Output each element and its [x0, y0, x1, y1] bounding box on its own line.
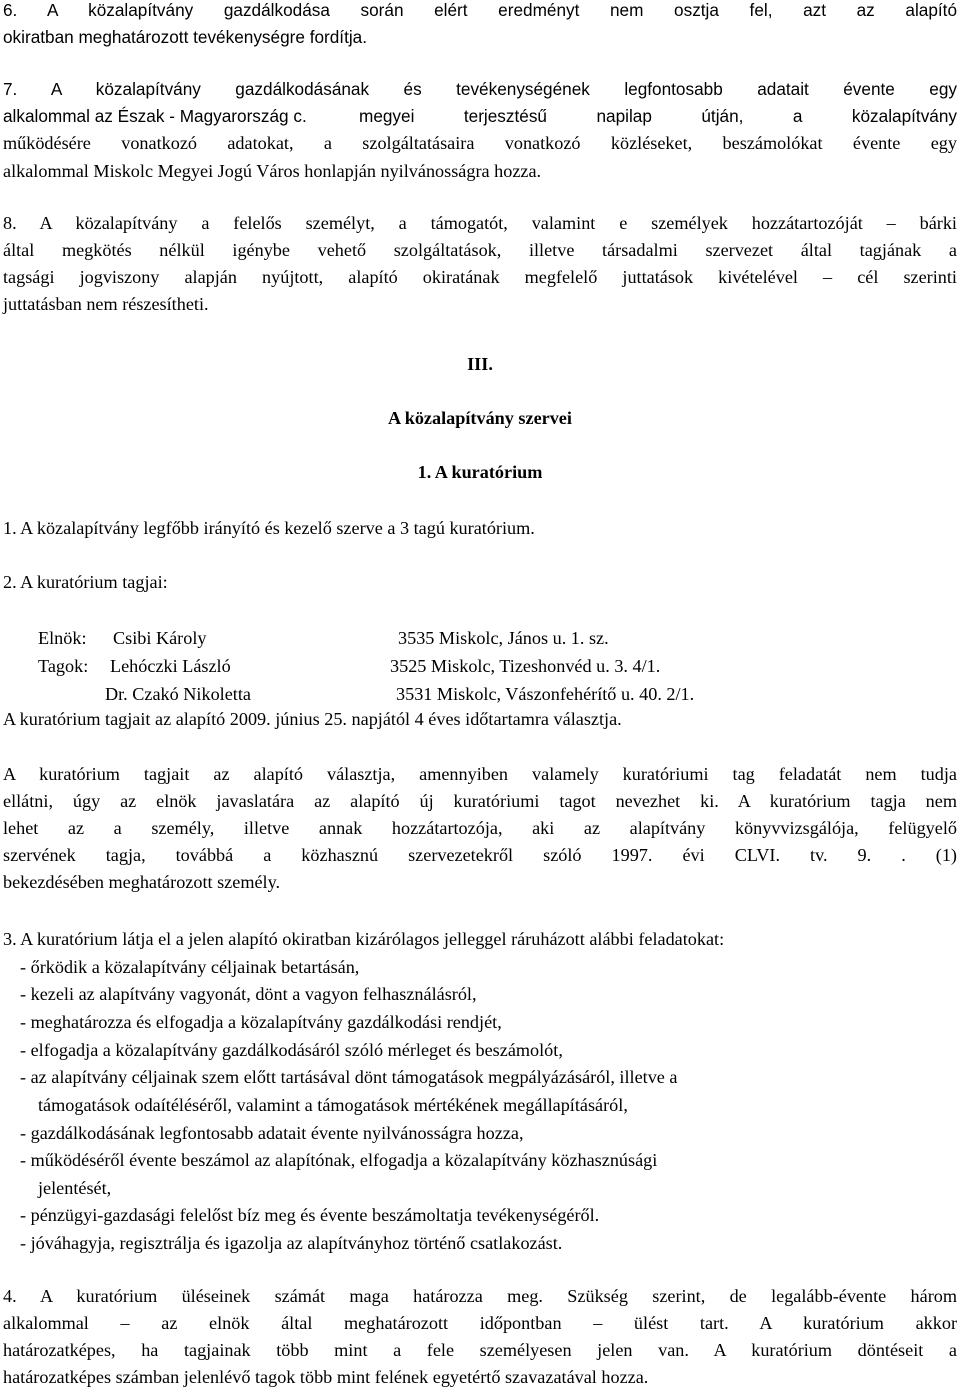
- paragraph-6: [3, 0, 957, 54]
- member-name: Csibi Károly: [113, 628, 207, 648]
- paragraph-k1: 1. A közalapítvány legfőbb irányító és kezelő szerve a 3 tagú kuratórium.: [3, 518, 535, 538]
- paragraph-line: szervének tagja, továbbá a közhasznú szervezetekről szóló 1997. évi CLVI. tv. 9. . (1): [3, 845, 957, 865]
- list-item: - gazdálkodásának legfontosabb adatait évente nyilvánosságra hozza,: [20, 1123, 524, 1143]
- section-number: III.: [467, 354, 493, 374]
- paragraph-line: határozatképes, ha tagjainak több mint a fele személyesen jelen van. A kuratórium döntéseit a: [3, 1340, 957, 1360]
- paragraph-k4: [3, 1286, 957, 1394]
- paragraph-8: [3, 213, 957, 321]
- paragraph-7: [3, 79, 957, 188]
- paragraph-line: határozatképes számban jelenlévő tagok több mint felének egyetértő szavazatával hozza.: [3, 1367, 649, 1387]
- list-item: - jóváhagyja, regisztrálja és igazolja az alapítványhoz történő csatlakozást.: [20, 1233, 563, 1253]
- paragraph-line: működésére vonatkozó adatokat, a szolgáltatásaira vonatkozó közléseket, beszámolókat évente egy: [3, 133, 957, 153]
- member-role: Elnök:: [38, 628, 87, 648]
- paragraph-line: 6. A közalapítvány gazdálkodása során elért eredményt nem osztja fel, azt az alapító: [3, 0, 957, 20]
- paragraph-line: alkalommal Miskolc Megyei Jogú Város honlapján nyilvánosságra hozza.: [3, 161, 542, 181]
- paragraph-line: A kuratórium tagjait az alapító választja, amennyiben valamely kuratóriumi tag feladatát nem tudja: [3, 764, 957, 784]
- tasks-intro: 3. A kuratórium látja el a jelen alapító okiratban kizárólagos jelleggel ráruházott alábbi feladatokat:: [3, 929, 725, 949]
- paragraph-selection: [3, 764, 957, 899]
- list-item: - működéséről évente beszámol az alapítónak, elfogadja a közalapítvány közhasznúsági: [20, 1150, 658, 1170]
- paragraph-line: alkalommal az Észak - Magyarország c.: [3, 106, 307, 126]
- paragraph-line: 7. A közalapítvány gazdálkodásának és tevékenységének legfontosabb adatait évente egy: [3, 79, 957, 99]
- member-name: Lehóczki László: [110, 656, 231, 676]
- paragraph-line: megyei terjesztésű napilap útján, a közalapítvány: [359, 106, 957, 126]
- paragraph-line: bekezdésében meghatározott személy.: [3, 872, 281, 892]
- paragraph-line: alkalommal – az elnök által meghatározott időpontban – ülést tart. A kuratórium akkor: [3, 1313, 957, 1333]
- member-name: Dr. Czakó Nikoletta: [105, 684, 251, 704]
- paragraph-line: 8. A közalapítvány a felelős személyt, a támogatót, valamint e személyek hozzátartozóját – bárki: [3, 213, 957, 233]
- paragraph-line: ellátni, úgy az elnök javaslatára az alapító új kuratóriumi tagot nevezhet ki. A kuratórium tagja nem: [3, 791, 957, 811]
- section-title: A közalapítvány szervei: [388, 408, 572, 428]
- list-item: jelentését,: [38, 1178, 112, 1198]
- list-item: támogatások odaítéléséről, valamint a támogatások mértékének megállapításáról,: [38, 1095, 628, 1115]
- paragraph-line: által megkötés nélkül igénybe vehető szolgáltatások, illetve társadalmi szervezet által tagjának a: [3, 240, 957, 260]
- list-item: - pénzügyi-gazdasági felelőst bíz meg és évente beszámoltatja tevékenységéről.: [20, 1205, 600, 1225]
- paragraph-k2: 2. A kuratórium tagjai:: [3, 572, 168, 592]
- member-address: 3531 Miskolc, Vászonfehérítő u. 40. 2/1.: [396, 684, 695, 704]
- list-item: - meghatározza és elfogadja a közalapítvány gazdálkodási rendjét,: [20, 1012, 502, 1032]
- list-item: - kezeli az alapítvány vagyonát, dönt a vagyon felhasználásról,: [20, 984, 477, 1004]
- list-item: - őrködik a közalapítvány céljainak betartásán,: [20, 957, 360, 977]
- paragraph-line: juttatásban nem részesítheti.: [3, 294, 209, 314]
- paragraph-line: okiratban meghatározott tevékenységre fordítja.: [3, 27, 368, 47]
- term-sentence: A kuratórium tagjait az alapító 2009. június 25. napjától 4 éves időtartamra választja.: [3, 709, 622, 729]
- list-item: - elfogadja a közalapítvány gazdálkodásáról szóló mérleget és beszámolót,: [20, 1040, 563, 1060]
- paragraph-line: lehet az a személy, illetve annak hozzátartozója, aki az alapítvány könyvvizsgálója, felügyelő: [3, 818, 957, 838]
- paragraph-line: 4. A kuratórium üléseinek számát maga határozza meg. Szükség szerint, de legalább-évente három: [3, 1286, 957, 1306]
- list-item: - az alapítvány céljainak szem előtt tartásával dönt támogatások megpályázásáról, illetve a: [20, 1067, 678, 1087]
- member-address: 3535 Miskolc, János u. 1. sz.: [398, 628, 609, 648]
- section-subtitle: 1. A kuratórium: [417, 462, 543, 482]
- member-address: 3525 Miskolc, Tizeshonvéd u. 3. 4/1.: [390, 656, 661, 676]
- paragraph-line: tagsági jogviszony alapján nyújtott, alapító okiratának megfelelő juttatások kivételével – cél szerinti: [3, 267, 957, 287]
- member-role: Tagok:: [38, 656, 89, 676]
